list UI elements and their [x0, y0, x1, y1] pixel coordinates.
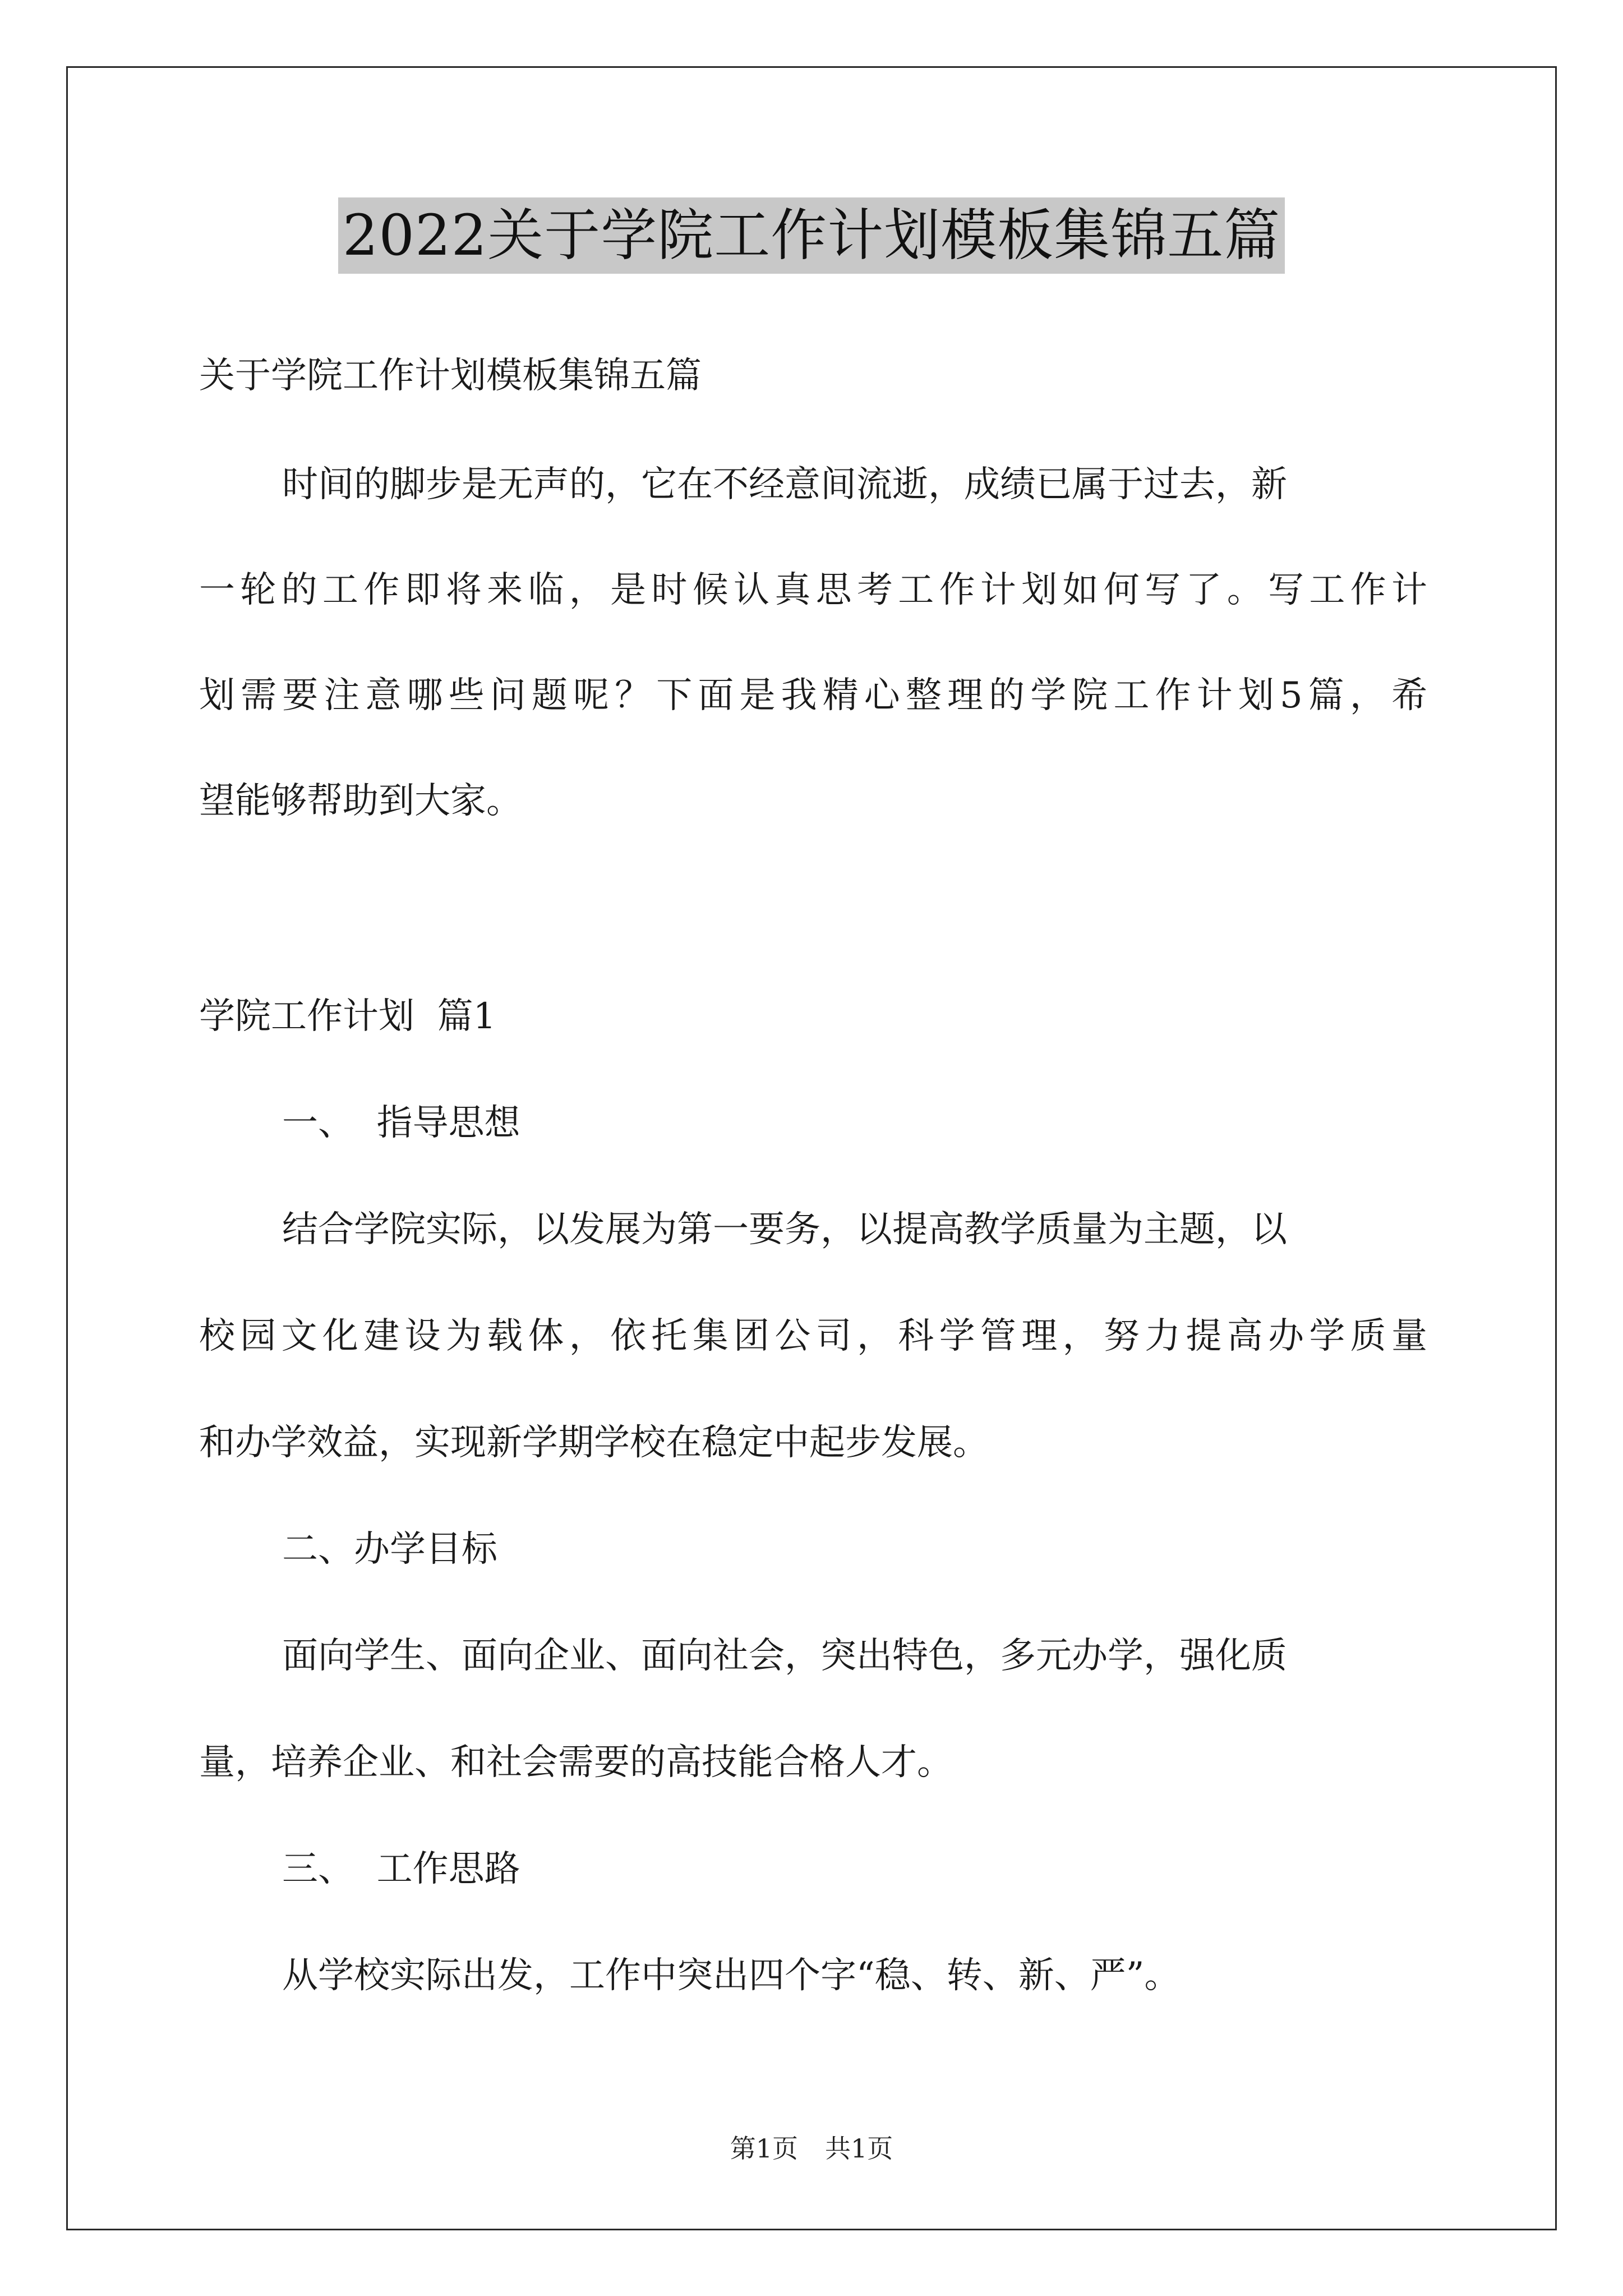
section-title: 学院工作计划 篇1	[199, 996, 496, 1037]
para-1-line-1: 结合学院实际，以发展为第一要务，以提高教学质量为主题，以	[282, 1209, 1287, 1250]
intro-line-2: 一轮的工作即将来临，是时候认真思考工作计划如何写了。写工作计	[199, 569, 1427, 611]
para-3-line-1: 从学校实际出发，工作中突出四个字“稳、转、新、严”。	[282, 1955, 1181, 1996]
title-container	[0, 197, 1623, 274]
intro-line-1: 时间的脚步是无声的，它在不经意间流逝，成绩已属于过去，新	[282, 464, 1287, 505]
intro-line-3: 划需要注意哪些问题呢？下面是我精心整理的学院工作计划5篇，希	[199, 675, 1427, 716]
heading-guiding-ideology: 一、 指导思想	[282, 1102, 520, 1144]
para-1-line-3: 和办学效益，实现新学期学校在稳定中起步发展。	[199, 1422, 989, 1464]
para-2-line-1: 面向学生、面向企业、面向社会，突出特色，多元办学，强化质	[282, 1635, 1287, 1677]
para-2-line-2: 量，培养企业、和社会需要的高技能合格人才。	[199, 1742, 953, 1783]
document-title: 2022关于学院工作计划模板集锦五篇	[338, 197, 1285, 274]
page-number-total: 共1页	[825, 2133, 893, 2164]
heading-school-goals: 二、办学目标	[282, 1529, 497, 1570]
heading-work-approach: 三、 工作思路	[282, 1848, 520, 1890]
page-number-current: 第1页	[730, 2133, 798, 2164]
page-footer	[0, 2132, 1623, 2165]
para-1-line-2: 校园文化建设为载体，依托集团公司，科学管理，努力提高办学质量	[199, 1315, 1427, 1357]
intro-line-4: 望能够帮助到大家。	[199, 780, 522, 822]
document-subtitle: 关于学院工作计划模板集锦五篇	[199, 355, 702, 397]
